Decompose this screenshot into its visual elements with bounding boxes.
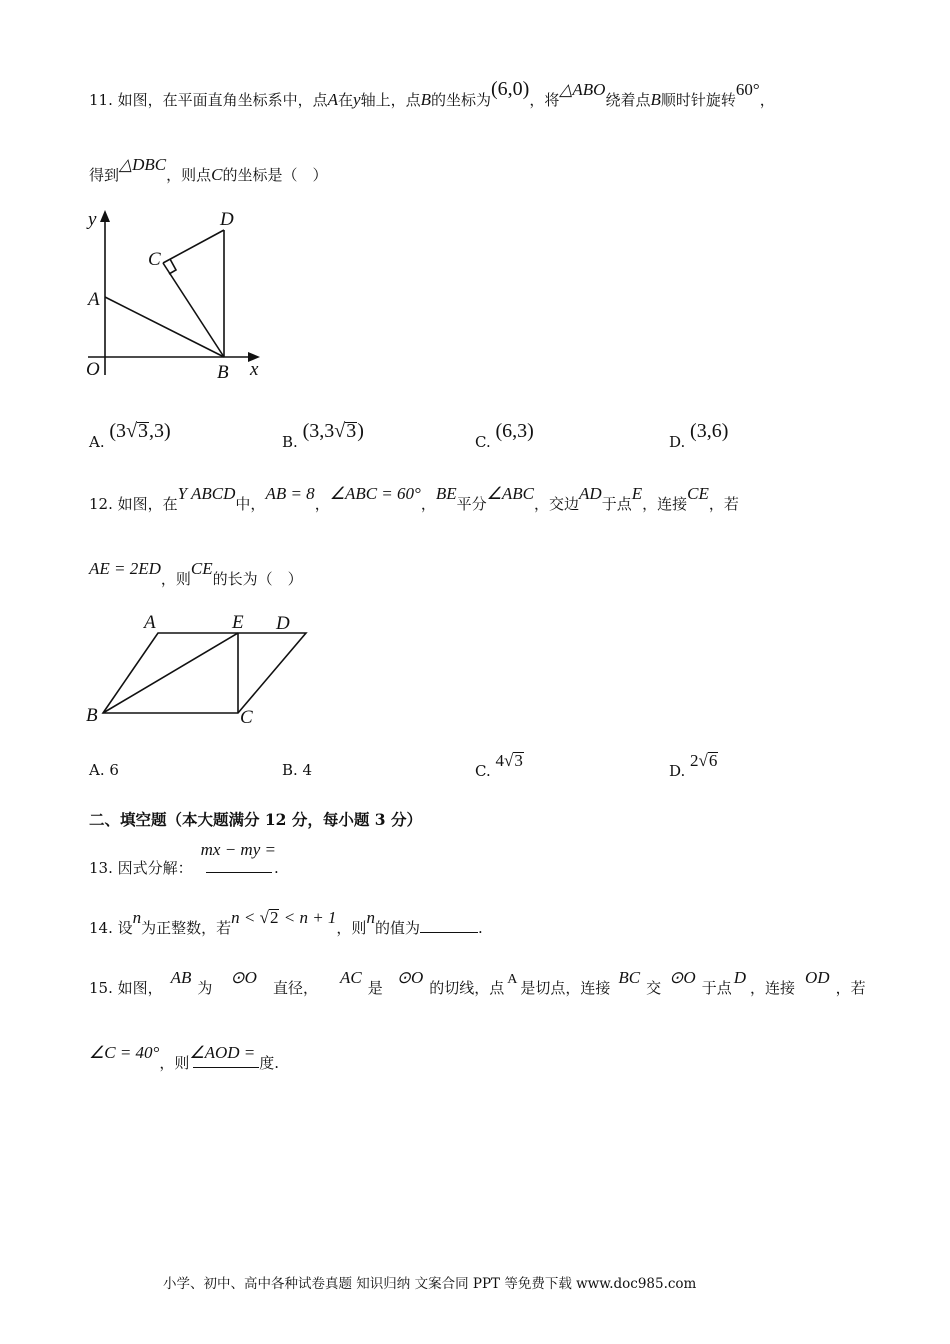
- q15-text: 的切线，点: [429, 979, 505, 997]
- q15-text: 是切点，连接: [520, 979, 611, 997]
- q12-text: 12. 如图，在: [89, 495, 178, 513]
- angle-C: ∠C = 40°: [89, 1043, 160, 1062]
- angle-ABC: ∠ABC: [486, 484, 534, 503]
- ineq-left: n <: [231, 908, 256, 927]
- q15-text: 是: [367, 979, 383, 997]
- q11-text: 轴上，点: [360, 91, 421, 109]
- footer-text: 小学、初中、高中各种试卷真题 知识归纳 文案合同 PPT 等免费下载 www.doc985.com: [163, 1276, 697, 1292]
- q12-text: ，: [314, 495, 330, 513]
- ineq-right: < n + 1: [283, 908, 337, 927]
- q15-text: 为: [197, 979, 213, 997]
- q11-text: 的坐标为: [430, 91, 491, 109]
- q11-text: ，: [759, 91, 775, 109]
- fig-label-C: C: [148, 249, 161, 270]
- sqrt-icon: √: [504, 751, 514, 770]
- point-B: B: [420, 90, 431, 109]
- q11-option-a[interactable]: [89, 420, 171, 453]
- segment-AD: AD: [579, 484, 602, 503]
- var-n: n: [366, 908, 375, 927]
- option-label: A.: [89, 433, 105, 451]
- q12-text: 中，: [235, 495, 266, 513]
- q12-option-b[interactable]: B. 4: [282, 761, 313, 779]
- eq-AE: AE = 2ED: [89, 559, 161, 578]
- q12-option-c[interactable]: [475, 751, 524, 781]
- fig-label-O: O: [86, 359, 100, 380]
- option-c-value: (6,3): [495, 420, 534, 442]
- segment-BE: BE: [435, 484, 457, 503]
- fig-label-B: B: [86, 705, 98, 726]
- q11-figure: [80, 205, 280, 385]
- coefficient: 4: [495, 751, 504, 770]
- q15-line1: [89, 968, 866, 998]
- q15-text: 15. 如图，: [89, 979, 163, 997]
- q12-line2: [89, 559, 303, 589]
- q15-text: ，则: [159, 1054, 190, 1072]
- q11-text: ，将: [529, 91, 560, 109]
- var-n: n: [132, 908, 142, 927]
- q11-text: 在: [338, 91, 354, 109]
- q11-text: 绕着点: [605, 91, 651, 109]
- option-a-part: (3: [109, 420, 127, 442]
- q14-text: 14. 设: [89, 919, 133, 937]
- fig-label-D: D: [276, 613, 290, 634]
- fig-label-x: x: [250, 359, 259, 380]
- q12-option-d[interactable]: [669, 751, 718, 781]
- q12-text: ，则: [160, 570, 191, 588]
- q14-inequality: [231, 908, 336, 927]
- fig-label-D: D: [220, 209, 234, 230]
- q13-expression: mx − my =: [200, 840, 276, 859]
- q11-text: 的坐标是（ ）: [222, 166, 328, 184]
- q15-text: 直径，: [272, 979, 318, 997]
- eq-AB: AB = 8: [265, 484, 315, 503]
- option-d-value: (3,6): [690, 420, 729, 442]
- q13-text: 13. 因式分解：: [89, 859, 193, 877]
- option-label: D.: [669, 762, 686, 780]
- point-A: A: [327, 90, 339, 109]
- q12-text: 于点: [601, 495, 632, 513]
- axis-y: y: [353, 90, 361, 109]
- answer-blank[interactable]: [206, 871, 272, 873]
- point-A: A: [507, 972, 518, 987]
- sqrt-icon: √: [259, 908, 269, 927]
- segment-OD: OD: [805, 968, 830, 987]
- point-E: E: [631, 484, 643, 503]
- q11-text: 顺时针旋转: [660, 91, 736, 109]
- fig-label-C: C: [240, 707, 253, 728]
- fig-label-y: y: [88, 209, 97, 230]
- segment-CE: CE: [190, 559, 213, 578]
- coefficient: 2: [690, 751, 699, 770]
- radicand: 3: [138, 420, 149, 442]
- triangle-ABO: △ABO: [559, 80, 606, 99]
- sqrt-icon: √: [698, 751, 708, 770]
- option-b-part: (3,3: [302, 420, 335, 442]
- q12-figure: [80, 608, 310, 733]
- radicand: 6: [708, 751, 718, 770]
- sqrt-icon: √: [334, 420, 346, 442]
- point-B: B: [650, 90, 661, 109]
- q12-text: ，: [420, 495, 436, 513]
- eq-angle-ABC: ∠ABC = 60°: [329, 484, 421, 503]
- fig-label-E: E: [232, 612, 244, 633]
- q13-line: [89, 840, 279, 878]
- q11-option-d[interactable]: [669, 420, 729, 453]
- q15-text: ，连接: [749, 979, 795, 997]
- q15-text: 交: [646, 979, 662, 997]
- segment-CE: CE: [687, 484, 709, 503]
- coord-B: (6,0): [491, 78, 530, 100]
- triangle-DBC: △DBC: [119, 155, 167, 174]
- option-d-value: [690, 751, 718, 770]
- parallelogram-ABCD: Y ABCD: [177, 484, 236, 503]
- circle-O: ⊙O: [230, 968, 257, 987]
- fig-label-A: A: [88, 289, 100, 310]
- q12-text: ，连接: [642, 495, 688, 513]
- option-c-value: [496, 751, 524, 770]
- q14-text: 为正整数，若: [141, 919, 232, 937]
- q13-end: .: [273, 859, 279, 877]
- segment-AB: AB: [170, 968, 192, 987]
- option-a-value: [109, 420, 170, 442]
- answer-blank[interactable]: [420, 931, 478, 933]
- angle-AOD: ∠AOD =: [189, 1043, 256, 1062]
- segment-BC: BC: [618, 968, 641, 987]
- option-a-end: ,3): [149, 420, 171, 442]
- q12-text: ，若: [708, 495, 739, 513]
- q14-text: 的值为: [374, 919, 420, 937]
- section-2-title: 二、填空题（本大题满分 12 分，每小题 3 分）: [89, 810, 422, 829]
- q12-line1: [89, 484, 739, 514]
- point-D: D: [733, 968, 746, 987]
- q11-text: 得到: [89, 166, 120, 184]
- radicand: 3: [346, 420, 357, 442]
- q11-line2: [89, 155, 328, 185]
- option-label: B.: [282, 433, 298, 451]
- option-b-value: [303, 420, 364, 442]
- answer-blank[interactable]: [193, 1066, 259, 1068]
- q11-line1: [89, 78, 775, 111]
- fig-label-A: A: [144, 612, 156, 633]
- q14-text: ，则: [336, 919, 367, 937]
- q15-line2: [89, 1043, 280, 1073]
- q15-text: ，若: [835, 979, 866, 997]
- radicand: 3: [514, 751, 523, 770]
- circle-O: ⊙O: [669, 968, 696, 987]
- q14-line: [89, 908, 483, 938]
- angle-60: 60°: [735, 80, 760, 99]
- q15-text: 于点: [701, 979, 732, 997]
- option-label: D.: [669, 433, 686, 451]
- q12-text: ，交边: [534, 495, 580, 513]
- segment-AC: AC: [339, 968, 362, 987]
- q11-option-c[interactable]: [475, 420, 534, 453]
- radicand: 2: [269, 908, 279, 927]
- option-b-end: ): [357, 420, 364, 442]
- q12-text: 平分: [456, 495, 487, 513]
- sqrt-icon: √: [126, 420, 138, 442]
- q15-text: 度.: [259, 1054, 280, 1072]
- point-C: C: [211, 165, 223, 184]
- circle-O: ⊙O: [396, 968, 424, 987]
- q11-text: 11. 如图，在平面直角坐标系中，点: [89, 91, 328, 109]
- q12-option-a[interactable]: A. 6: [89, 761, 119, 779]
- option-label: C.: [475, 433, 491, 451]
- q11-text: ，则点: [166, 166, 212, 184]
- q12-text: 的长为（ ）: [212, 570, 303, 588]
- q11-option-b[interactable]: [282, 420, 364, 453]
- fig-label-B: B: [217, 362, 229, 383]
- q14-end: .: [477, 919, 483, 937]
- option-label: C.: [475, 762, 491, 780]
